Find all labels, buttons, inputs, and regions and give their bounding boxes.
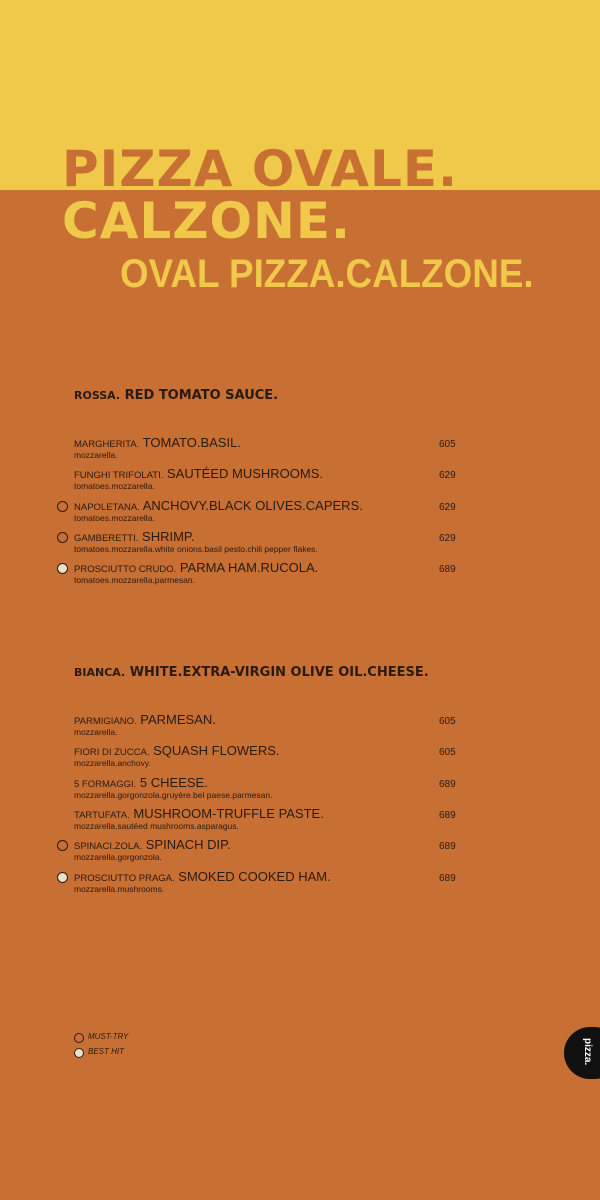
menu-item: [0, 466, 600, 496]
best-hit-marker-icon: [57, 563, 68, 574]
menu-item: [0, 560, 600, 590]
menu-item: [0, 712, 600, 742]
item-price: 605: [439, 439, 456, 450]
legend-best-hit-label: BEST HIT: [88, 1047, 125, 1056]
item-name-english: PARMA HAM.RUCOLA.: [179, 560, 319, 576]
item-price: 689: [439, 564, 456, 576]
item-price: 689: [439, 809, 456, 821]
item-name-italian: TARTUFATA.: [74, 809, 130, 821]
item-name-english: SQUASH FLOWERS.: [153, 743, 280, 759]
item-name-english: ANCHOVY.BLACK OLIVES.CAPERS.: [142, 497, 363, 513]
side-tab-pizza[interactable]: [564, 1027, 600, 1079]
item-price: 689: [439, 841, 456, 853]
item-name-italian: 5 FORMAGGI.: [74, 778, 137, 790]
section-heading-english: RED TOMATO SAUCE.: [124, 388, 279, 403]
legend-must-try-label: MUST-TRY: [88, 1032, 129, 1041]
item-name-english: TOMATO.BASIL.: [142, 435, 241, 450]
title-line-1: PIZZA OVALE.: [62, 140, 459, 198]
item-price: 629: [439, 501, 456, 513]
item-name-english: SPINACH DIP.: [145, 837, 231, 853]
item-name-english: 5 CHEESE.: [139, 774, 208, 790]
item-description: mozzarella.gorgonzola.: [74, 852, 162, 863]
menu-item: [0, 869, 600, 899]
item-price: 605: [439, 716, 456, 727]
item-name-italian: MARGHERITA.: [74, 439, 140, 450]
item-description: tomatoes.mozzarella.white onions.basil pesto.chili pepper flakes.: [74, 543, 318, 554]
item-description: tomatoes.mozzarella.: [74, 481, 155, 492]
item-name-english: PARMESAN.: [140, 712, 216, 727]
menu-item: [0, 529, 600, 559]
item-name-italian: FUNGHI TRIFOLATI.: [74, 470, 164, 482]
item-name-italian: PARMIGIANO.: [74, 716, 137, 727]
menu-item: [0, 498, 600, 528]
menu-item: [0, 837, 600, 867]
must-try-marker-icon: [57, 501, 68, 512]
item-name-italian: FIORI DI ZUCCA.: [74, 747, 150, 759]
item-name-english: MUSHROOM-TRUFFLE PASTE.: [133, 805, 324, 821]
item-description: mozzarella.gorgonzola.gruyère.bel paese.parmesan.: [74, 789, 273, 800]
item-price: 629: [439, 470, 456, 482]
item-price: 605: [439, 747, 456, 759]
menu-item: [0, 806, 600, 836]
section-heading: [74, 388, 278, 403]
item-name-english: SMOKED COOKED HAM.: [178, 868, 331, 884]
item-description: tomatoes.mozzarella.: [74, 512, 155, 523]
item-description: mozzarella.: [74, 727, 118, 737]
must-try-marker-icon: [57, 532, 68, 543]
item-description: mozzarella.: [74, 450, 118, 460]
item-name-italian: SPINACI.ZOLA.: [74, 841, 143, 853]
item-name-italian: PROSCIUTTO PRAGA.: [74, 872, 175, 884]
must-try-marker-icon: [74, 1033, 84, 1043]
item-price: 689: [439, 872, 456, 884]
menu-item: [0, 775, 600, 805]
item-description: mozzarella.anchovy.: [74, 758, 151, 769]
section-heading-italian: ROSSA.: [74, 389, 121, 402]
item-description: tomatoes.mozzarella.parmesan.: [74, 575, 195, 586]
menu-item: [0, 435, 600, 465]
section-heading: [74, 665, 429, 680]
page-title: [62, 140, 459, 250]
section-heading-english: WHITE.EXTRA-VIRGIN OLIVE OIL.CHEESE.: [129, 665, 429, 680]
section-heading-italian: BIANCA.: [74, 666, 126, 679]
page-subtitle: OVAL PIZZA.CALZONE.: [120, 252, 534, 296]
item-name-english: SAUTÉED MUSHROOMS.: [167, 466, 324, 482]
item-description: mozzarella.sautéed mushrooms.asparagus.: [74, 820, 239, 831]
item-description: mozzarella.mushrooms.: [74, 883, 165, 894]
best-hit-marker-icon: [74, 1048, 84, 1058]
menu-item: [0, 743, 600, 773]
item-name-italian: NAPOLETANA.: [74, 501, 140, 513]
item-name-italian: PROSCIUTTO CRUDO.: [74, 564, 177, 576]
item-price: 689: [439, 778, 456, 790]
item-price: 629: [439, 532, 456, 544]
item-name-italian: GAMBERETTI.: [74, 532, 139, 544]
best-hit-marker-icon: [57, 872, 68, 883]
title-line-2: CALZONE.: [62, 192, 352, 250]
item-name-english: SHRIMP.: [142, 528, 195, 544]
side-tab-label: pizza.: [582, 1038, 593, 1066]
must-try-marker-icon: [57, 840, 68, 851]
